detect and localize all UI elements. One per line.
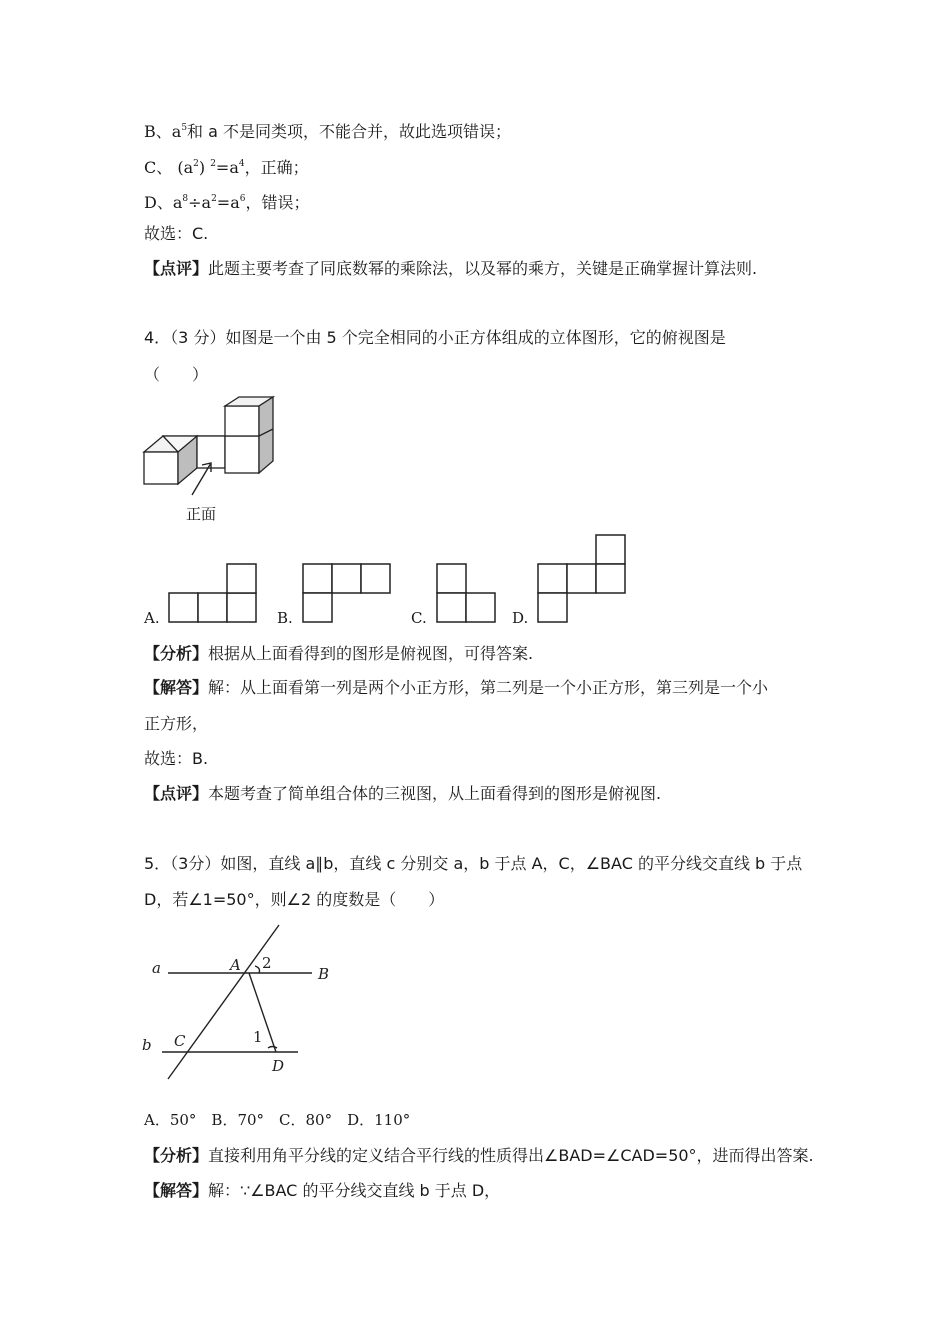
q5-label-2: 2	[262, 954, 272, 972]
q4-option-b-figure	[301, 562, 401, 632]
q5-label-a: a	[152, 959, 161, 977]
q4-stem-line1: 4．（3 分）如图是一个由 5 个完全相同的小正方体组成的立体图形，它的俯视图是	[144, 328, 726, 347]
q4-option-d[interactable]: D.	[512, 609, 529, 627]
q4-option-c[interactable]: C.	[411, 609, 427, 627]
q4-comment: 【点评】本题考查了简单组合体的三视图，从上面看得到的图形是俯视图.	[144, 784, 662, 803]
q4-solution-line1: 【解答】解：从上面看第一列是两个小正方形，第二列是一个小正方形，第三列是一个小	[144, 678, 769, 697]
q3-option-b-line: B、$a^5$和 a 不是同类项，不能合并，故此选项错误；	[144, 122, 512, 141]
q5-analysis: 【分析】直接利用角平分线的定义结合平行线的性质得出∠BAD=∠CAD=50°，进而得出答案.	[144, 1146, 814, 1165]
q5-label-b: b	[142, 1036, 152, 1054]
q4-analysis: 【分析】根据从上面看得到的图形是俯视图，可得答案.	[144, 644, 534, 663]
q4-choose: 故选：B.	[144, 749, 209, 768]
q4-solution-line2: 正方形，	[144, 714, 209, 733]
q3-comment: 【点评】此题主要考查了同底数幂的乘除法，以及幂的乘方，关键是正确掌握计算法则.	[144, 259, 758, 278]
q4-option-c-figure	[435, 562, 505, 632]
q4-option-a[interactable]: A.	[144, 609, 160, 627]
q5-solution: 【解答】解：∵∠BAC 的平分线交直线 b 于点 D，	[144, 1181, 501, 1200]
q5-stem-line1: 5．（3分）如图，直线 a∥b，直线 c 分别交 a，b 于点 A，C，∠BAC 的平分线交直线 b 于点	[144, 854, 803, 873]
q4-front-label: 正面	[186, 505, 217, 523]
q5-label-1: 1	[253, 1028, 263, 1046]
q5-label-D: D	[272, 1057, 285, 1075]
q3-option-d-line: D、$a^8\div a^2=a^6$，错误；	[144, 193, 310, 212]
q5-label-C: C	[174, 1032, 186, 1050]
q3-choose: 故选：C.	[144, 224, 209, 243]
q4-option-d-figure	[536, 533, 636, 633]
q5-label-A: A	[230, 956, 241, 974]
q3-option-c-line: C、 $(a^2)$ $^2=a^4$，正确；	[144, 158, 309, 177]
q4-stem-line2: （ ）	[144, 365, 209, 384]
q4-option-a-figure	[167, 562, 267, 632]
q5-stem-line2: D，若∠1=50°，则∠2 的度数是（ ）	[144, 890, 445, 909]
q4-option-b[interactable]: B.	[277, 609, 293, 627]
q5-label-B: B	[318, 965, 330, 983]
q5-geometry-figure	[140, 922, 340, 1082]
q5-choices: A．50° B．70° C．80° D．110°	[144, 1111, 411, 1129]
